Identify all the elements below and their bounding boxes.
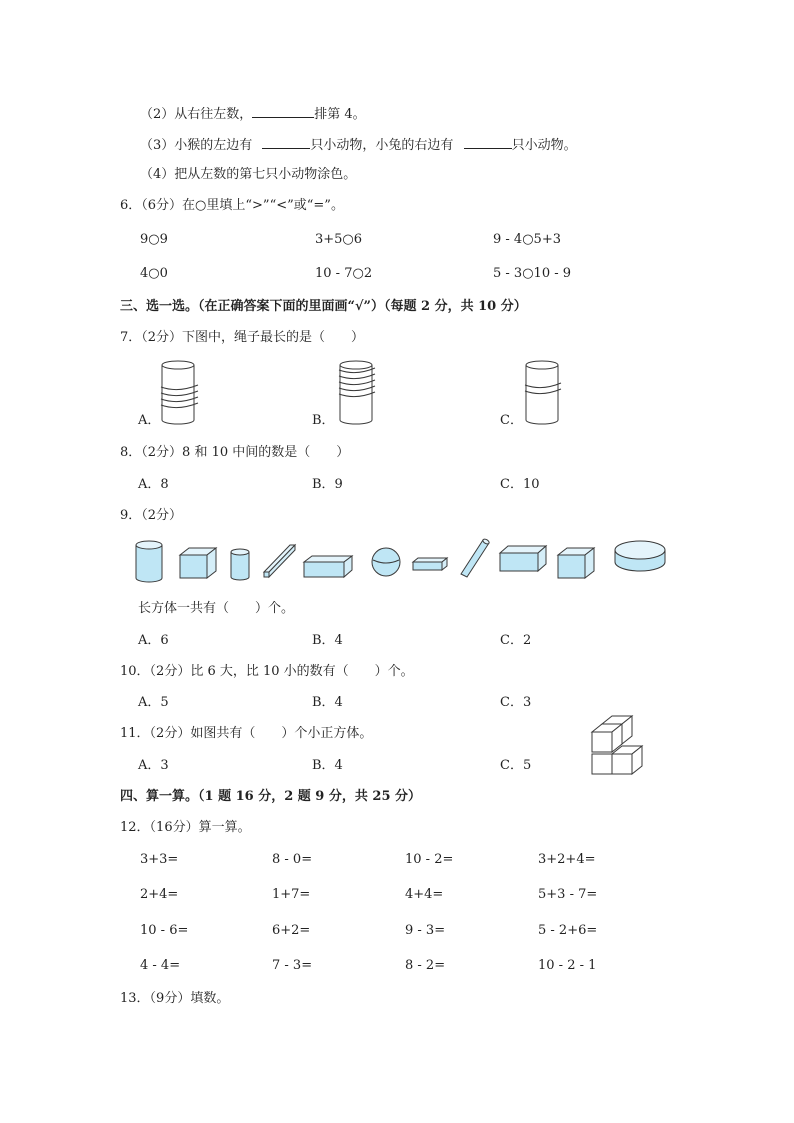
q13-stem: 13．（9分）填数。: [120, 991, 230, 1006]
q8-option-c[interactable]: C．10: [500, 477, 540, 492]
q8-option-b[interactable]: B．9: [312, 477, 343, 492]
calc-item[interactable]: 10 - 6=: [140, 923, 189, 938]
rope-cylinder-a-icon: [160, 360, 202, 426]
cylinder-disc-icon: [612, 538, 668, 574]
q9-option-a[interactable]: A．6: [138, 633, 169, 648]
section-3-title: 三、选一选。（在正确答案下面的里面画“√”）（每题 2 分，共 10 分）: [120, 299, 527, 314]
q6-item[interactable]: 9 - 4○5+3: [493, 232, 561, 247]
cube-icon: [178, 546, 218, 580]
q11-option-c[interactable]: C．5: [500, 758, 532, 773]
calc-item[interactable]: 2+4=: [140, 887, 179, 902]
q5-part2: [140, 104, 366, 124]
calc-item[interactable]: 8 - 0=: [272, 852, 313, 867]
calc-item[interactable]: 3+3=: [140, 852, 179, 867]
q12-stem: 12．（16分）算一算。: [120, 820, 251, 835]
q7-option-b[interactable]: B．: [312, 413, 335, 428]
q5-part3-text-b: 只小动物，小兔的右边有: [310, 138, 454, 153]
answer-blank[interactable]: [464, 135, 512, 149]
answer-blank[interactable]: [252, 104, 314, 118]
cylinder-tall-icon: [134, 540, 164, 584]
cuboid-box-icon: [498, 544, 548, 574]
q8-option-a[interactable]: A．8: [138, 477, 169, 492]
section-4-title: 四、算一算。（1 题 16 分，2 题 9 分，共 25 分）: [120, 789, 422, 804]
q5-part3-text-a: （3）小猴的左边有: [140, 138, 253, 153]
q7-option-a[interactable]: A．: [138, 413, 161, 428]
q11-option-a[interactable]: A．3: [138, 758, 169, 773]
calc-item[interactable]: 4 - 4=: [140, 958, 181, 973]
calc-item[interactable]: 5+3 - 7=: [538, 887, 598, 902]
cuboid-flat-icon: [302, 554, 354, 580]
q5-part4: （4）把从左数的第七只小动物涂色。: [140, 167, 357, 182]
calc-item[interactable]: 9 - 3=: [405, 923, 446, 938]
q8-stem: 8．（2分）8 和 10 中间的数是（ ）: [120, 445, 350, 460]
rope-cylinder-c-icon: [524, 360, 566, 426]
stacked-cubes-icon: [590, 714, 646, 778]
calc-item[interactable]: 7 - 3=: [272, 958, 313, 973]
q5-part3-text-c: 只小动物。: [511, 138, 577, 153]
cuboid-thin-icon: [411, 556, 449, 572]
q6-item[interactable]: 10 - 7○2: [315, 266, 373, 281]
sphere-icon: [370, 546, 402, 578]
q6-stem: 6．（6分）在○里填上“>”“<”或“=”。: [120, 198, 344, 213]
calc-item[interactable]: 5 - 2+6=: [538, 923, 598, 938]
q6-item[interactable]: 5 - 3○10 - 9: [493, 266, 572, 281]
q5-part3: [140, 135, 577, 155]
rope-cylinder-b-icon: [338, 360, 380, 426]
calc-item[interactable]: 1+7=: [272, 887, 311, 902]
cylinder-small-icon: [229, 548, 251, 582]
q11-option-b[interactable]: B．4: [312, 758, 343, 773]
q7-option-c[interactable]: C．: [500, 413, 523, 428]
q5-part2-text: （2）从右往左数，: [140, 107, 253, 122]
q9-option-b[interactable]: B．4: [312, 633, 343, 648]
q6-item[interactable]: 4○0: [140, 266, 168, 281]
calc-item[interactable]: 3+2+4=: [538, 852, 596, 867]
calc-item[interactable]: 6+2=: [272, 923, 311, 938]
calc-item[interactable]: 10 - 2 - 1: [538, 958, 597, 973]
calc-item[interactable]: 10 - 2=: [405, 852, 454, 867]
q10-option-c[interactable]: C．3: [500, 695, 532, 710]
q9-option-c[interactable]: C．2: [500, 633, 532, 648]
q5-part2-tail: 排第 4。: [314, 107, 366, 122]
q9-sub: 长方体一共有（ ）个。: [138, 601, 295, 616]
q10-option-b[interactable]: B．4: [312, 695, 343, 710]
cylinder-stick-icon: [458, 536, 492, 582]
answer-blank[interactable]: [262, 135, 310, 149]
q11-stem: 11．（2分）如图共有（ ）个小正方体。: [120, 726, 373, 741]
cube-small-icon: [556, 546, 596, 580]
q9-stem: 9．（2分）: [120, 508, 183, 523]
q10-option-a[interactable]: A．5: [138, 695, 169, 710]
calc-item[interactable]: 8 - 2=: [405, 958, 446, 973]
q6-item[interactable]: 9○9: [140, 232, 168, 247]
q7-stem: 7．（2分）下图中，绳子最长的是（ ）: [120, 330, 365, 345]
calc-item[interactable]: 4+4=: [405, 887, 444, 902]
q6-item[interactable]: 3+5○6: [315, 232, 363, 247]
q10-stem: 10．（2分）比 6 大，比 10 小的数有（ ）个。: [120, 664, 414, 679]
cuboid-stick-icon: [262, 542, 300, 580]
